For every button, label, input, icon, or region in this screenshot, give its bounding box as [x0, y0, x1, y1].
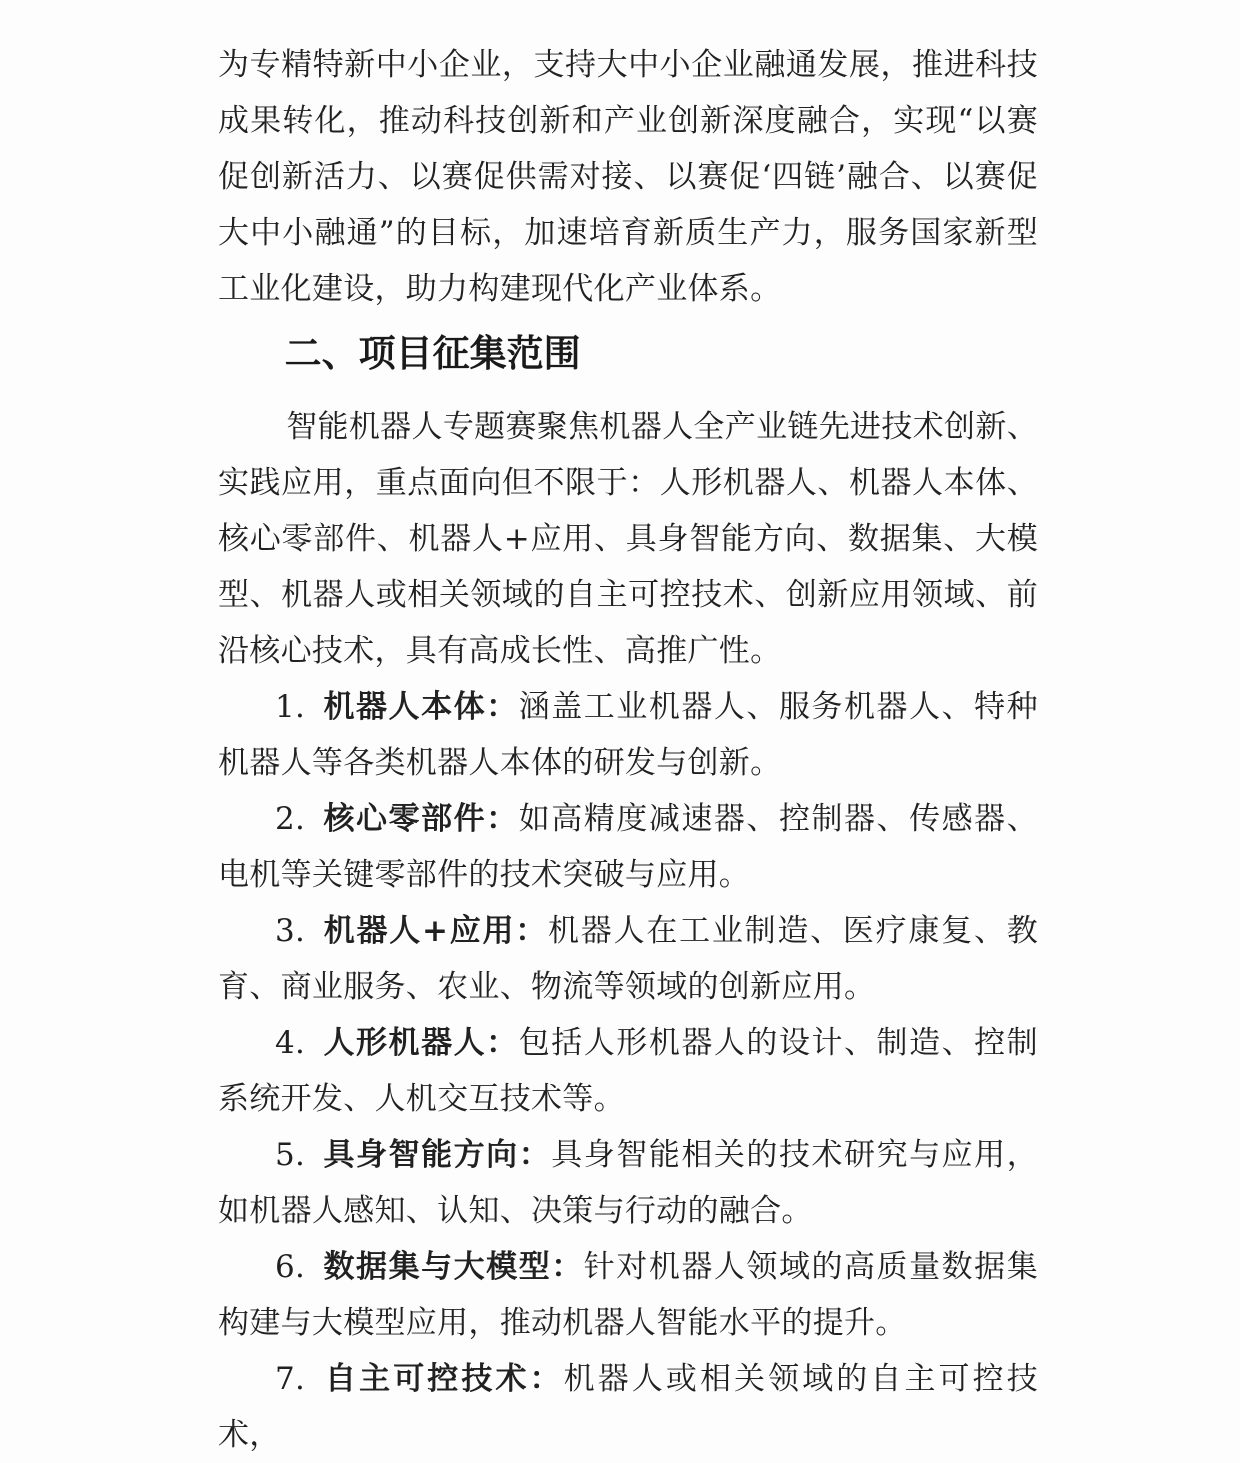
numbered-item-4 — [218, 1015, 1038, 1127]
item-number: 5. — [275, 1137, 306, 1173]
numbered-item-2 — [218, 791, 1038, 903]
item-number: 1. — [275, 689, 306, 725]
item-term: 具身智能方向： — [322, 1137, 552, 1173]
item-term: 机器人+应用： — [322, 913, 549, 949]
numbered-item-6 — [218, 1239, 1038, 1351]
item-number: 7. — [275, 1361, 306, 1397]
item-number: 6. — [275, 1249, 306, 1285]
numbered-item-7 — [218, 1351, 1038, 1463]
item-term: 机器人本体： — [322, 689, 519, 725]
item-term: 人形机器人： — [322, 1025, 519, 1061]
item-description: 针对机器人领域的高质量数据集构建与大模型应用，推动机器人智能水平的提升。 — [218, 1249, 1038, 1341]
paragraph-intro-continuation: 为专精特新中小企业，支持大中小企业融通发展，推进科技成果转化，推动科技创新和产业创新深度融合，实现“以赛促创新活力、以赛促供需对接、以赛促‘四链’融合、以赛促大中小融通”的目标，加速培育新质生产力，服务国家新型工业化建设，助力构建现代化产业体系。 — [218, 47, 1038, 307]
item-term: 数据集与大模型： — [322, 1249, 584, 1285]
item-number: 4. — [275, 1025, 306, 1061]
item-description: 包括人形机器人的设计、制造、控制系统开发、人机交互技术等。 — [218, 1025, 1038, 1117]
item-description: 机器人或相关领域的自主可控技术， — [218, 1361, 1038, 1453]
item-description: 涵盖工业机器人、服务机器人、特种机器人等各类机器人本体的研发与创新。 — [218, 689, 1038, 781]
item-description: 如高精度减速器、控制器、传感器、电机等关键零部件的技术突破与应用。 — [218, 801, 1038, 893]
item-number: 3. — [275, 913, 306, 949]
section-heading: 二、项目征集范围 — [284, 332, 581, 375]
item-number: 2. — [275, 801, 306, 837]
item-term: 核心零部件： — [322, 801, 519, 837]
paragraph-section-intro: 智能机器人专题赛聚焦机器人全产业链先进技术创新、实践应用，重点面向但不限于：人形机器人、机器人本体、核心零部件、机器人+应用、具身智能方向、数据集、大模型、机器人或相关领域的自主可控技术、创新应用领域、前沿核心技术，具有高成长性、高推广性。 — [218, 409, 1038, 669]
item-description: 具身智能相关的技术研究与应用，如机器人感知、认知、决策与行动的融合。 — [218, 1137, 1038, 1229]
numbered-item-3 — [218, 903, 1038, 1015]
numbered-item-1 — [218, 679, 1038, 791]
item-term: 自主可控技术： — [322, 1361, 564, 1397]
item-description: 机器人在工业制造、医疗康复、教育、商业服务、农业、物流等领域的创新应用。 — [218, 913, 1039, 1005]
numbered-item-5 — [218, 1127, 1038, 1239]
